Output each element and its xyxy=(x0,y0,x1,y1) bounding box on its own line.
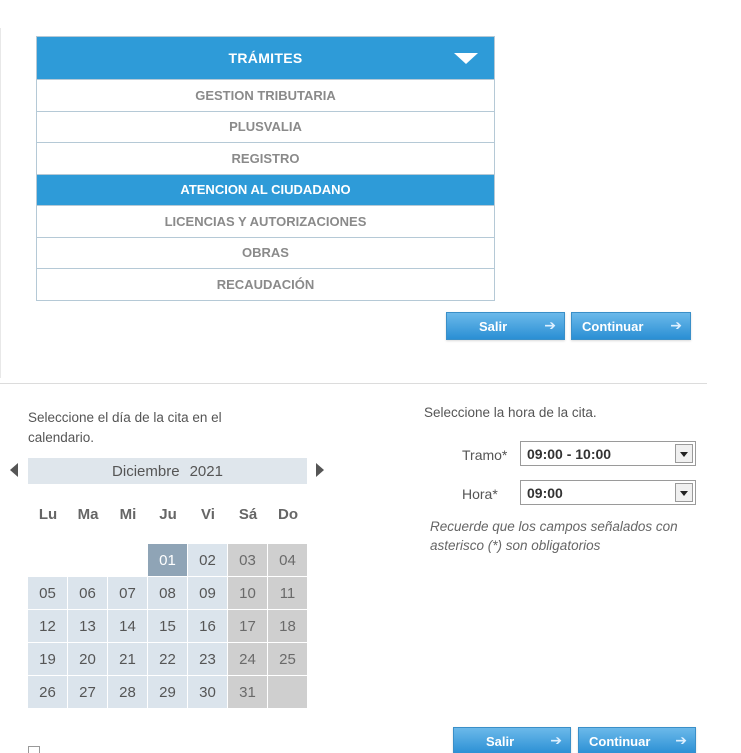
menu-item[interactable]: LICENCIAS Y AUTORIZACIONES xyxy=(37,205,494,237)
exit-button-bottom[interactable] xyxy=(453,727,571,753)
hora-label: Hora* xyxy=(462,486,498,502)
calendar-day[interactable]: 21 xyxy=(108,643,147,675)
calendar-day[interactable]: 28 xyxy=(108,676,147,708)
weekday-label: Ju xyxy=(159,506,177,523)
triangle-left-icon[interactable] xyxy=(10,463,18,477)
calendar-day: 24 xyxy=(228,643,267,675)
calendar-day[interactable]: 05 xyxy=(28,577,67,609)
calendar-day: 11 xyxy=(268,577,307,609)
arrow-right-icon: ➔ xyxy=(544,317,556,333)
calendar-day: 03 xyxy=(228,544,267,576)
tramo-select[interactable] xyxy=(520,441,696,466)
weekday-label: Mi xyxy=(119,506,137,523)
calendar-day[interactable]: 27 xyxy=(68,676,107,708)
tramites-menu-items xyxy=(37,79,494,300)
arrow-right-icon: ➔ xyxy=(675,732,687,748)
calendar-day[interactable]: 13 xyxy=(68,610,107,642)
tramo-label: Tramo* xyxy=(462,447,508,463)
calendar-day: 10 xyxy=(228,577,267,609)
tramites-menu-title: TRÁMITES xyxy=(228,50,303,66)
calendar-grid xyxy=(28,544,307,708)
menu-item[interactable]: OBRAS xyxy=(37,237,494,269)
hora-select[interactable] xyxy=(520,480,696,505)
calendar-day[interactable]: 14 xyxy=(108,610,147,642)
weekday-label: Ma xyxy=(77,506,99,523)
calendar-day[interactable]: 12 xyxy=(28,610,67,642)
menu-item[interactable]: ATENCION AL CIUDADANO xyxy=(37,174,494,206)
calendar-day: 31 xyxy=(228,676,267,708)
tramo-select-value: 09:00 - 10:00 xyxy=(527,445,612,462)
checkbox[interactable] xyxy=(28,746,40,753)
calendar-instruction: Seleccione el día de la cita en el calendario. xyxy=(28,410,222,445)
calendar-weekday-header xyxy=(28,506,308,523)
calendar-day: 25 xyxy=(268,643,307,675)
calendar-day[interactable]: 20 xyxy=(68,643,107,675)
calendar-day[interactable]: 19 xyxy=(28,643,67,675)
calendar-day[interactable]: 23 xyxy=(188,643,227,675)
calendar-empty-cell xyxy=(28,544,67,576)
calendar-day[interactable]: 09 xyxy=(188,577,227,609)
calendar-day[interactable]: 22 xyxy=(148,643,187,675)
calendar-day[interactable]: 07 xyxy=(108,577,147,609)
calendar-day[interactable]: 08 xyxy=(148,577,187,609)
calendar-day[interactable]: 15 xyxy=(148,610,187,642)
arrow-right-icon: ➔ xyxy=(670,317,682,333)
triangle-down-icon[interactable] xyxy=(454,53,478,64)
exit-button-label: Salir xyxy=(486,733,515,749)
tramites-menu-header[interactable] xyxy=(37,37,494,79)
calendar-day: 18 xyxy=(268,610,307,642)
exit-button-label: Salir xyxy=(479,318,508,334)
time-instruction: Seleccione la hora de la cita. xyxy=(424,405,597,420)
tramites-menu xyxy=(36,36,495,301)
menu-item[interactable]: REGISTRO xyxy=(37,142,494,174)
triangle-right-icon[interactable] xyxy=(316,463,324,477)
calendar-navigation xyxy=(10,458,330,484)
arrow-right-icon: ➔ xyxy=(550,732,562,748)
hora-select-value: 09:00 xyxy=(527,484,563,501)
weekday-label: Do xyxy=(278,506,298,523)
menu-item[interactable]: RECAUDACIÓN xyxy=(37,268,494,300)
menu-item[interactable]: PLUSVALIA xyxy=(37,111,494,143)
calendar-day[interactable]: 16 xyxy=(188,610,227,642)
required-fields-note: Recuerde que los campos señalados con asterisco (*) son obligatorios xyxy=(430,519,678,553)
calendar-year: 2021 xyxy=(189,462,223,480)
continue-button-label: Continuar xyxy=(589,733,651,749)
calendar-day[interactable]: 06 xyxy=(68,577,107,609)
calendar-day: 17 xyxy=(228,610,267,642)
triangle-down-icon[interactable] xyxy=(675,483,693,502)
calendar-empty-cell xyxy=(68,544,107,576)
calendar-day[interactable]: 29 xyxy=(148,676,187,708)
calendar-month: Diciembre xyxy=(112,462,180,480)
exit-button-top[interactable] xyxy=(446,312,565,340)
continue-button-label: Continuar xyxy=(582,318,644,334)
calendar-day[interactable]: 02 xyxy=(188,544,227,576)
calendar-day: 04 xyxy=(268,544,307,576)
section-divider xyxy=(0,383,707,384)
calendar-day[interactable]: 30 xyxy=(188,676,227,708)
left-border-line xyxy=(0,28,1,378)
triangle-down-icon[interactable] xyxy=(675,444,693,463)
weekday-label: Lu xyxy=(38,506,58,523)
continue-button-bottom[interactable] xyxy=(578,727,696,753)
menu-item[interactable]: GESTION TRIBUTARIA xyxy=(37,79,494,111)
weekday-label: Sá xyxy=(238,506,258,523)
weekday-label: Vi xyxy=(201,506,215,523)
calendar-day[interactable]: 26 xyxy=(28,676,67,708)
calendar-empty-cell xyxy=(268,676,307,708)
continue-button-top[interactable] xyxy=(571,312,691,340)
calendar-month-title xyxy=(28,458,307,484)
calendar-empty-cell xyxy=(108,544,147,576)
calendar-day-selected[interactable]: 01 xyxy=(148,544,187,576)
